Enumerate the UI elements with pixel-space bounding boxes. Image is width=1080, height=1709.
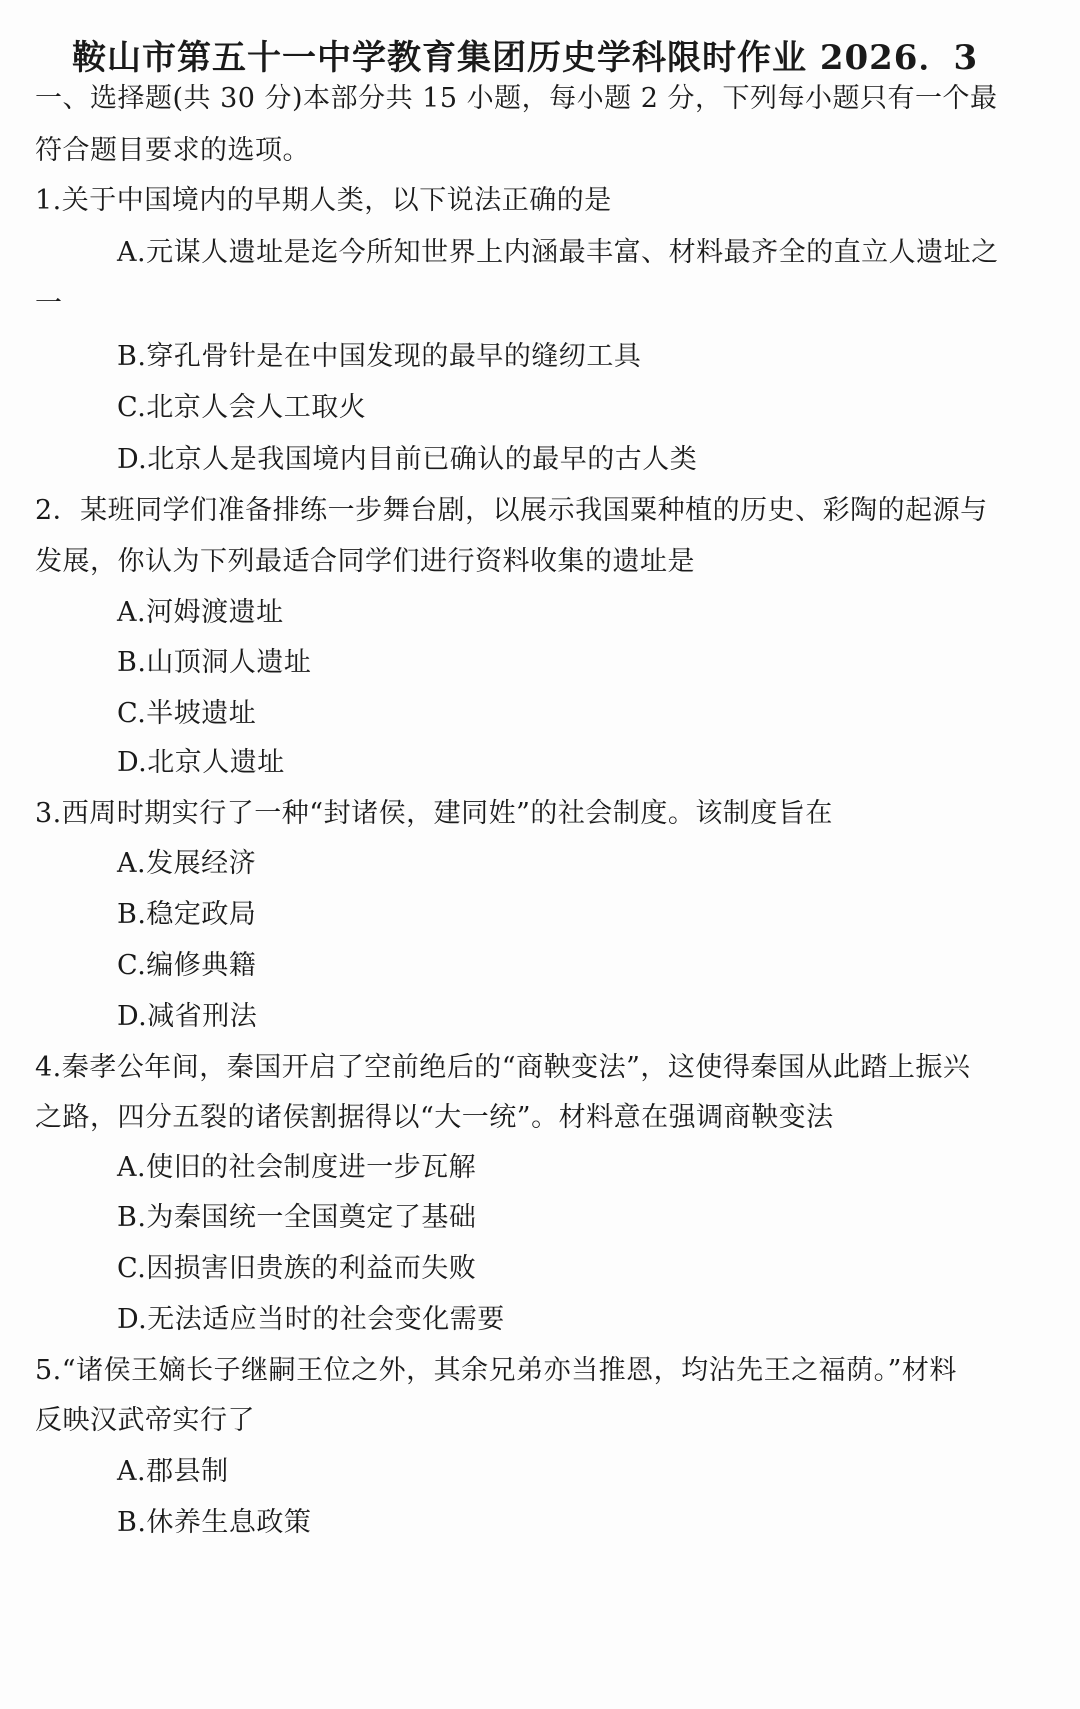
- question-2-option-a: A.河姆渡遗址: [117, 597, 284, 628]
- question-1-option-c: C.北京人会人工取火: [117, 392, 367, 423]
- section-instruction-line-1: 一、选择题(共 30 分)本部分共 15 小题，每小题 2 分，下列每小题只有一个最: [35, 83, 998, 114]
- question-2-option-b: B.山顶洞人遗址: [117, 647, 312, 678]
- question-5-stem-line-1: 5.“诸侯王嫡长子继嗣王位之外，其余兄弟亦当推恩，均沾先王之福荫。”材料: [35, 1355, 957, 1386]
- question-4-option-c: C.因损害旧贵族的利益而失败: [117, 1253, 477, 1284]
- section-instruction-line-2: 符合题目要求的选项。: [35, 135, 310, 166]
- question-3-option-c: C.编修典籍: [117, 950, 257, 981]
- question-3-option-b: B.稳定政局: [117, 899, 257, 930]
- exam-title: 鞍山市第五十一中学教育集团历史学科限时作业 2026．3: [72, 38, 979, 78]
- question-3-option-d: D.减省刑法: [117, 1001, 258, 1032]
- question-5-option-b: B.休养生息政策: [117, 1507, 312, 1538]
- question-4-option-a: A.使旧的社会制度进一步瓦解: [117, 1152, 477, 1183]
- question-3-option-a: A.发展经济: [117, 848, 257, 879]
- question-4-stem-line-1: 4.秦孝公年间，秦国开启了空前绝后的“商鞅变法”，这使得秦国从此踏上振兴: [35, 1052, 971, 1083]
- question-2-option-c: C.半坡遗址: [117, 698, 257, 729]
- question-1-stem: 1.关于中国境内的早期人类，以下说法正确的是: [35, 185, 612, 216]
- question-2-option-d: D.北京人遗址: [117, 747, 285, 778]
- question-2-stem-line-1: 2．某班同学们准备排练一步舞台剧，以展示我国粟种植的历史、彩陶的起源与: [35, 495, 988, 526]
- question-4-stem-line-2: 之路，四分五裂的诸侯割据得以“大一统”。材料意在强调商鞅变法: [35, 1102, 834, 1133]
- question-5-stem-line-2: 反映汉武帝实行了: [35, 1405, 255, 1436]
- question-4-option-d: D.无法适应当时的社会变化需要: [117, 1304, 505, 1335]
- question-3-stem: 3.西周时期实行了一种“封诸侯，建同姓”的社会制度。该制度旨在: [35, 798, 833, 829]
- question-4-option-b: B.为秦国统一全国奠定了基础: [117, 1202, 477, 1233]
- question-1-option-a: A.元谋人遗址是迄今所知世界上内涵最丰富、材料最齐全的直立人遗址之: [117, 237, 999, 268]
- question-1-option-d: D.北京人是我国境内目前已确认的最早的古人类: [117, 444, 698, 475]
- question-1-option-a-continued: 一: [35, 288, 63, 319]
- question-2-stem-line-2: 发展，你认为下列最适合同学们进行资料收集的遗址是: [35, 546, 695, 577]
- question-1-option-b: B.穿孔骨针是在中国发现的最早的缝纫工具: [117, 341, 642, 372]
- question-5-option-a: A.郡县制: [117, 1456, 229, 1487]
